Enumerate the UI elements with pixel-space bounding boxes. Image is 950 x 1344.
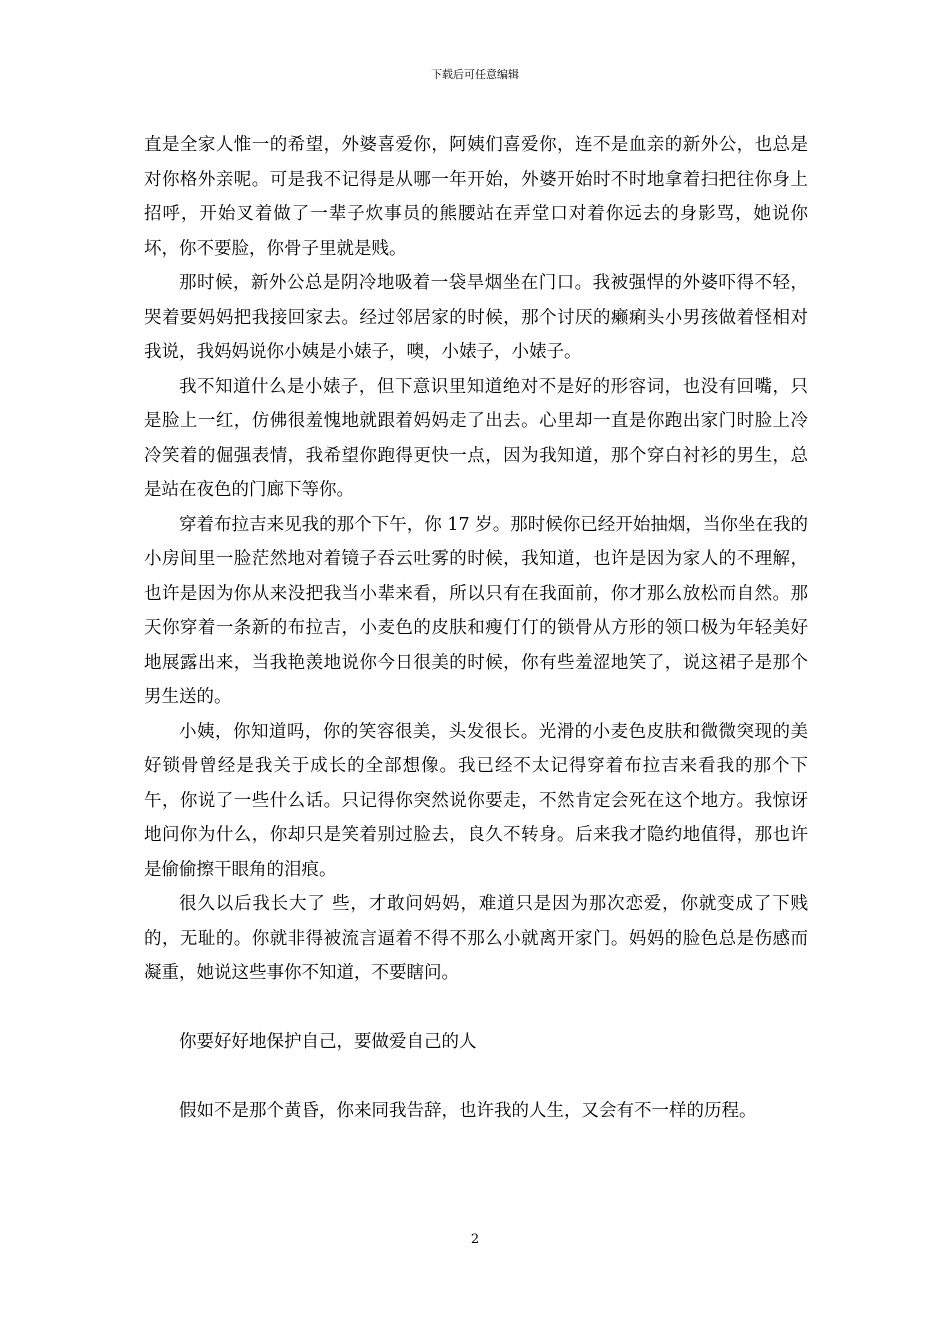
page-number: 2: [470, 1232, 480, 1247]
paragraph: 直是全家人惟一的希望，外婆喜爱你，阿姨们喜爱你，连不是血亲的新外公，也总是对你格外亲呢。可是我不记得是从哪一年开始，外婆开始时不时地拿着扫把往你身上招呼，开始叉着做了一辈子炊事员的熊腰站在弄堂口对着你远去的身影骂，她说你坏，你不要脸，你骨子里就是贱。: [144, 135, 808, 259]
paragraph: 那时候，新外公总是阴冷地吸着一袋旱烟坐在门口。我被强悍的外婆吓得不轻，哭着要妈妈把我接回家去。经过邻居家的时候，那个讨厌的癞痢头小男孩做着怪相对我说，我妈妈说你小姨是小婊子，噢，小婊子，小婊子。: [144, 273, 808, 362]
paragraph: 我不知道什么是小婊子，但下意识里知道绝对不是好的形容词，也没有回嘴，只是脸上一红，仿佛很羞愧地就跟着妈妈走了出去。心里却一直是你跑出家门时脸上冷冷笑着的倔强表情，我希望你跑得更快一点，因为我知道，那个穿白衬衫的男生，总是站在夜色的门廊下等你。: [144, 376, 808, 500]
body-text: [144, 128, 808, 1129]
paragraph: 穿着布拉吉来见我的那个下午，你 17 岁。那时候你已经开始抽烟，当你坐在我的小房间里一脸茫然地对着镜子吞云吐雾的时候，我知道，也许是因为家人的不理解，也许是因为你从来没把我当小辈来看，所以只有在我面前，你才那么放松而自然。那天你穿着一条新的布拉吉，小麦色的皮肤和瘦仃仃的锁骨从方形的领口极为年轻美好地展露出来，当我艳羡地说你今日很美的时候，你有些羞涩地笑了，说这裙子是那个男生送的。: [144, 514, 808, 707]
paragraph: 小姨，你知道吗，你的笑容很美，头发很长。光滑的小麦色皮肤和微微突现的美好锁骨曾经是我关于成长的全部想像。我已经不太记得穿着布拉吉来看我的那个下午，你说了一些什么话。只记得你突然说你要走，不然肯定会死在这个地方。我惊讶地问你为什么，你却只是笑着别过脸去，良久不转身。后来我才隐约地值得，那也许是偷偷擦干眼角的泪痕。: [144, 721, 808, 880]
paragraph: 很久以后我长大了 些，才敢问妈妈，难道只是因为那次恋爱，你就变成了下贱的，无耻的。你就非得被流言逼着不得不那么小就离开家门。妈妈的脸色总是伤感而凝重，她说这些事你不知道，不要瞎问。: [144, 894, 808, 983]
header-note: 下载后可任意编辑: [431, 68, 519, 81]
section-heading: 你要好好地保护自己，要做爱自己的人: [179, 1032, 477, 1052]
paragraph: 假如不是那个黄昏，你来同我告辞，也许我的人生，又会有不一样的历程。: [179, 1101, 757, 1121]
